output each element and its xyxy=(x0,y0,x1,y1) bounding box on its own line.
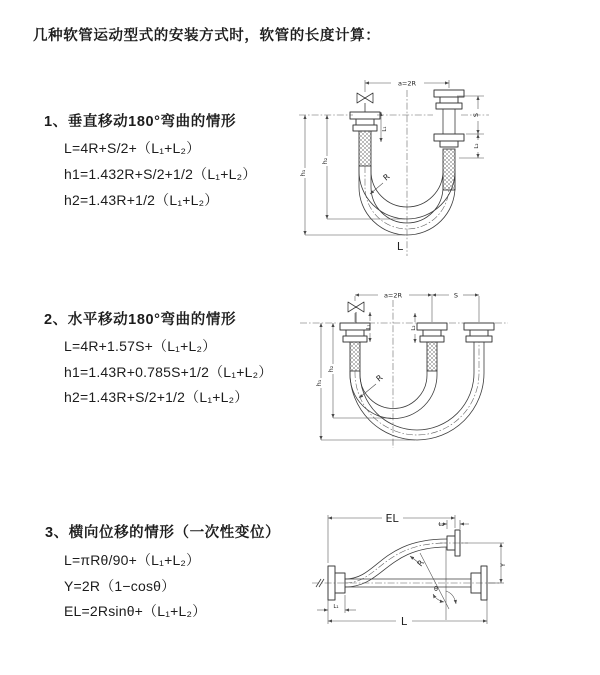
section-1-formula-L: L=4R+S/2+（L₁+L₂） xyxy=(64,140,201,156)
braided-hose-section xyxy=(427,342,437,371)
section-3-heading: 3、横向位移的情形（一次性变位） xyxy=(45,525,281,541)
dim-label-L: L xyxy=(400,615,408,628)
section-2-formula-h1: h1=1.43R+0.785S+1/2（L₁+L₂） xyxy=(64,364,273,380)
section-2-formula-L: L=4R+1.57S+（L₁+L₂） xyxy=(64,338,217,354)
dim-h1-h2 xyxy=(299,115,405,235)
dim-label-R: R xyxy=(415,558,427,569)
braided-hose-section xyxy=(350,342,360,371)
section-1-formula-h1: h1=1.432R+S/2+1/2（L₁+L₂） xyxy=(64,166,257,182)
dim-label-L1: L₁ xyxy=(382,126,388,132)
dim-label-a2R: a=2R xyxy=(397,79,417,88)
braided-hose-section xyxy=(359,131,371,166)
dim-label-h1: h₁ xyxy=(299,169,307,177)
dim-label-h2: h₂ xyxy=(321,157,329,165)
right-flange-assembly xyxy=(434,90,464,190)
centerlines xyxy=(312,543,500,583)
section-1-heading: 1、垂直移动180°弯曲的情形 xyxy=(44,114,237,130)
dim-L xyxy=(328,600,487,628)
dim-label-L2: L₂ xyxy=(438,522,444,528)
diagram-horizontal-180 xyxy=(298,280,588,458)
left-flange-assembly xyxy=(350,112,380,166)
dim-R xyxy=(359,373,385,398)
dim-L1 xyxy=(317,595,356,613)
dim-label-h2: h₂ xyxy=(327,365,335,373)
diagram-vertical-180 xyxy=(297,68,597,268)
dim-h1-h2 xyxy=(315,323,415,440)
dim-label-R: R xyxy=(374,373,385,384)
dim-label-EL: EL xyxy=(385,512,399,525)
dim-label-h1: h₁ xyxy=(315,379,323,387)
hose-displaced-position xyxy=(345,530,460,587)
dim-label-Y: Y xyxy=(499,563,507,567)
section-3-formula-EL: EL=2Rsinθ+（L₁+L₂） xyxy=(64,603,207,619)
dim-L2 xyxy=(411,313,417,343)
centerlines xyxy=(299,90,489,256)
dim-L1 xyxy=(381,112,388,142)
valve-icon xyxy=(348,302,364,323)
dim-label-S: S xyxy=(472,112,480,118)
dim-a2R-S xyxy=(355,292,479,323)
dim-label-L: L xyxy=(396,240,404,253)
dim-label-L2: L₂ xyxy=(474,143,480,149)
dim-label-L2: L₂ xyxy=(411,325,417,331)
section-1-formula-h2: h2=1.43R+1/2（L₁+L₂） xyxy=(64,192,219,208)
dim-Y xyxy=(461,543,507,583)
section-3-formula-L: L=πRθ/90+（L₁+L₂） xyxy=(64,552,201,568)
section-3-formula-Y: Y=2R（1−cosθ） xyxy=(64,578,176,594)
dim-L2 xyxy=(438,520,469,529)
centerlines xyxy=(300,300,508,448)
dim-label-theta: θ xyxy=(434,585,438,593)
dim-label-R: R xyxy=(381,172,392,183)
dim-label-L1: L₁ xyxy=(333,604,339,610)
dim-theta xyxy=(420,547,456,620)
dim-EL xyxy=(328,512,455,563)
middle-flange-assembly xyxy=(417,323,447,371)
valve-icon xyxy=(357,93,373,112)
hose-u-bend xyxy=(350,342,484,440)
diagram-lateral-offset xyxy=(300,503,590,655)
section-2-formula-h2: h2=1.43R+S/2+1/2（L₁+L₂） xyxy=(64,389,249,405)
section-2-heading: 2、水平移动180°弯曲的情形 xyxy=(44,312,237,328)
dim-S-L2 xyxy=(457,96,484,158)
page-title: 几种软管运动型式的安装方式时，软管的长度计算： xyxy=(33,28,381,44)
right-flange-assembly xyxy=(464,323,494,342)
dim-label-S: S xyxy=(453,291,459,300)
dim-label-a2R: a=2R xyxy=(383,291,403,300)
dim-R xyxy=(410,556,426,568)
dim-label-L1: L₁ xyxy=(366,324,372,330)
